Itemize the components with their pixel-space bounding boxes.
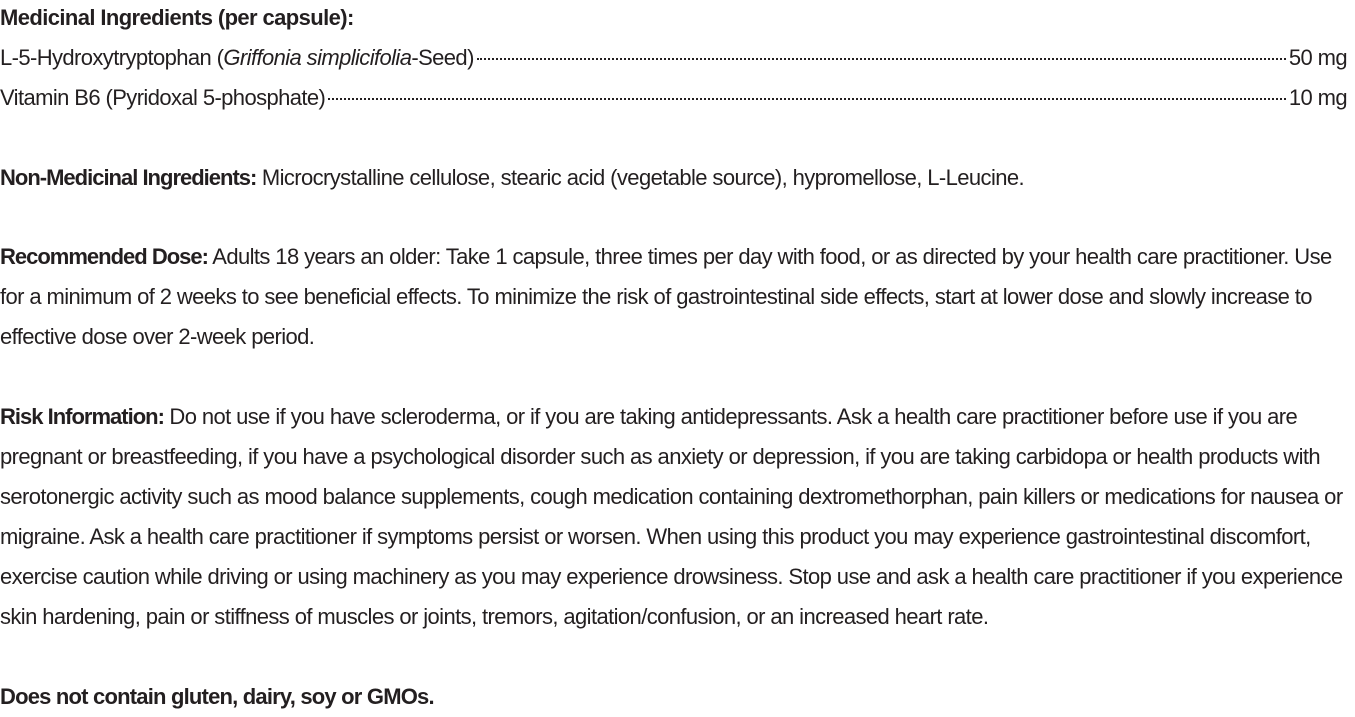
ingredient-name: L-5-Hydroxytryptophan (Griffonia simplicifolia-Seed)	[0, 45, 474, 70]
medicinal-ingredients-heading: Medicinal Ingredients (per capsule):	[0, 5, 354, 30]
dot-leader	[477, 57, 1286, 60]
risk-information-section	[0, 397, 1350, 637]
recommended-dose-text: Adults 18 years an older: Take 1 capsule, three times per day with food, or as directed by your health care practitioner. Use for a minimum of 2 weeks to see beneficial effects. To minimize the risk of gastrointestinal side effects, start at lower dose and slowly increase to effective dose over 2-week period.	[0, 244, 1332, 349]
ingredient-amount: 10 mg	[1288, 85, 1347, 110]
non-medicinal-label: Non-Medicinal Ingredients:	[0, 165, 257, 190]
recommended-dose-label: Recommended Dose:	[0, 244, 208, 269]
ingredient-name: Vitamin B6 (Pyridoxal 5-phosphate)	[0, 85, 326, 110]
recommended-dose-section	[0, 237, 1350, 357]
risk-information-label: Risk Information:	[0, 404, 164, 429]
non-medicinal-section	[0, 158, 1350, 198]
ingredient-amount: 50 mg	[1288, 45, 1347, 70]
dot-leader	[328, 97, 1286, 100]
ingredient-row	[0, 78, 1347, 118]
allergen-statement: Does not contain gluten, dairy, soy or GMOs.	[0, 684, 434, 709]
non-medicinal-text: Microcrystalline cellulose, stearic acid (vegetable source), hypromellose, L-Leucine.	[256, 165, 1025, 190]
ingredient-row	[0, 38, 1347, 78]
risk-information-text: Do not use if you have scleroderma, or if you are taking antidepressants. Ask a health care practitioner before use if you are pregnant or breastfeeding, if you have a psychological disorder such as anxiety or depression, if you are taking carbidopa or health products with serotonergic activity such as mood balance supplements, cough medication containing dextromethorphan, pain killers or medications for nausea or migraine. Ask a health care practitioner if symptoms persist or worsen. When using this product you may experience gastrointestinal discomfort, exercise caution while driving or using machinery as you may experience drowsiness. Stop use and ask a health care practitioner if you experience skin hardening, pain or stiffness of muscles or joints, tremors, agitation/confusion, or an increased heart rate.	[0, 404, 1343, 629]
